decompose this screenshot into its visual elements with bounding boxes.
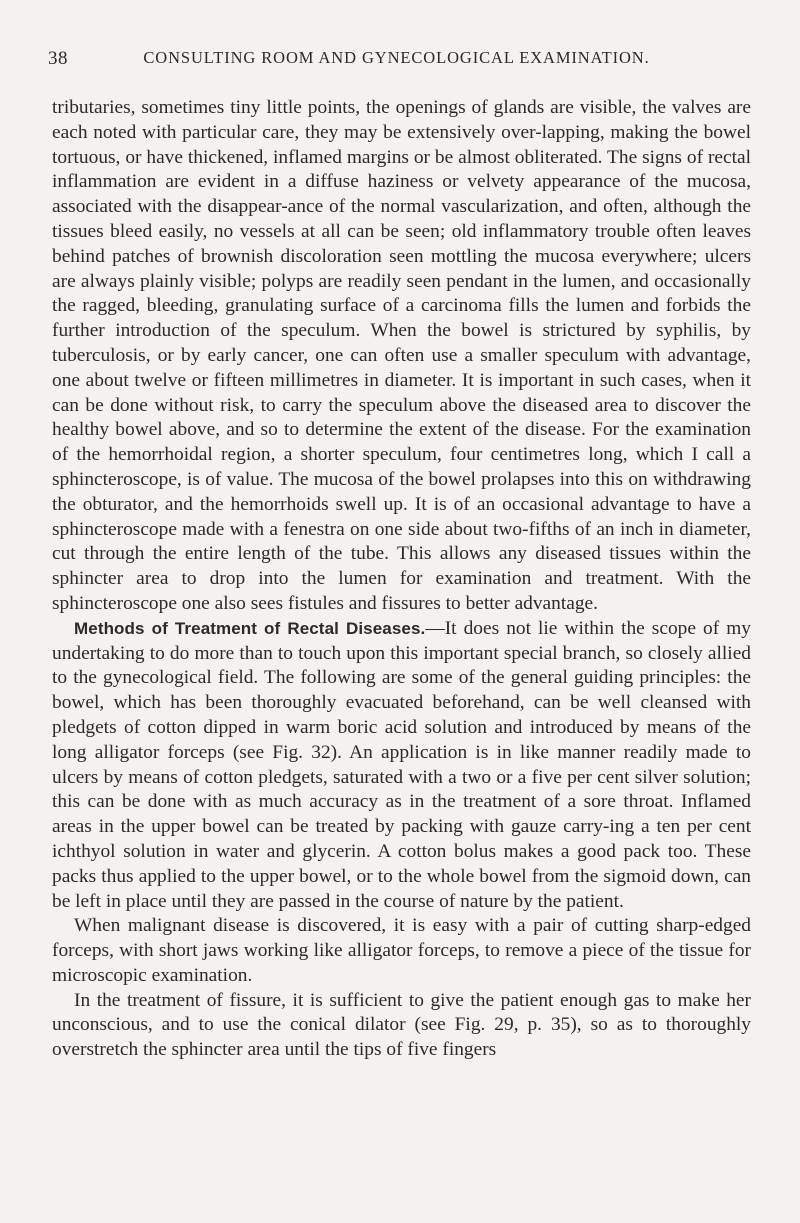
section-heading: Methods of Treatment of Rectal Diseases.	[74, 618, 426, 638]
page-header	[48, 48, 745, 72]
paragraph: In the treatment of fissure, it is sufficient to give the patient enough gas to make her unconscious, and to use the conical dilator (see Fig. 29, p. 35), so as to thoroughly overstretch the sphincter area until the tips of five fingers	[52, 989, 751, 1061]
paragraph-text: —It does not lie within the scope of my undertaking to do more than to touch upon this important special branch, so closely allied to the gynecological field. The following are some of the general guiding principles: the bowel, which has been thoroughly evacuated beforehand, can be well cleansed with pledgets of cotton dipped in warm boric acid solution and introduced by means of the long alligator forceps (see Fig. 32). An application is in like manner readily made to ulcers by means of cotton pledgets, saturated with a two or a five per cent silver solution; this can be done with as much accuracy as in the treatment of a sore throat. Inflamed areas in the upper bowel can be treated by packing with gauze carry-ing a ten per cent ichthyol solution in water and glycerin. A cotton bolus makes a good pack too. These packs thus applied to the upper bowel, or to the whole bowel from the sigmoid down, can be left in place until they are passed in the course of nature by the patient.	[52, 617, 751, 912]
paragraph	[52, 617, 751, 915]
body-text	[52, 96, 751, 1063]
paragraph: tributaries, sometimes tiny little points, the openings of glands are visible, the valves are each noted with particular care, they may be extensively over-lapping, making the bowel tortuous, or have thickened, inflamed margins or be almost obliterated. The signs of rectal inflammation are evident in a diffuse haziness or velvety appearance of the mucosa, associated with the disappear-ance of the normal vascularization, and often, although the tissues bleed easily, no vessels at all can be seen; old inflammatory trouble often leaves behind patches of brownish discoloration seen mottling the mucosa everywhere; ulcers are always plainly visible; polyps are readily seen pendant in the lumen, and occasionally the ragged, bleeding, granulating surface of a carcinoma fills the lumen and forbids the further introduction of the speculum. When the bowel is strictured by syphilis, by tuberculosis, or by early cancer, one can often use a smaller speculum with advantage, one about twelve or fifteen millimetres in diameter. It is important in such cases, when it can be done without risk, to carry the speculum above the diseased area to discover the healthy bowel above, and so to determine the extent of the disease. For the examination of the hemorrhoidal region, a shorter speculum, four centimetres long, which I call a sphincteroscope, is of value. The mucosa of the bowel prolapses into this on withdrawing the obturator, and the hemorrhoids swell up. It is of an occasional advantage to have a sphincteroscope made with a fenestra on one side about two-fifths of an inch in diameter, cut through the entire length of the tube. This allows any diseased tissues within the sphincter area to drop into the lumen for examination and treatment. With the sphincteroscope one also sees fistules and fissures to better advantage.	[52, 97, 751, 614]
running-head: CONSULTING ROOM AND GYNECOLOGICAL EXAMINATION.	[143, 48, 650, 67]
paragraph: When malignant disease is discovered, it is easy with a pair of cutting sharp-edged forceps, with short jaws working like alligator forceps, to remove a piece of the tissue for microscopic examination.	[52, 915, 751, 986]
page-number: 38	[48, 48, 68, 69]
